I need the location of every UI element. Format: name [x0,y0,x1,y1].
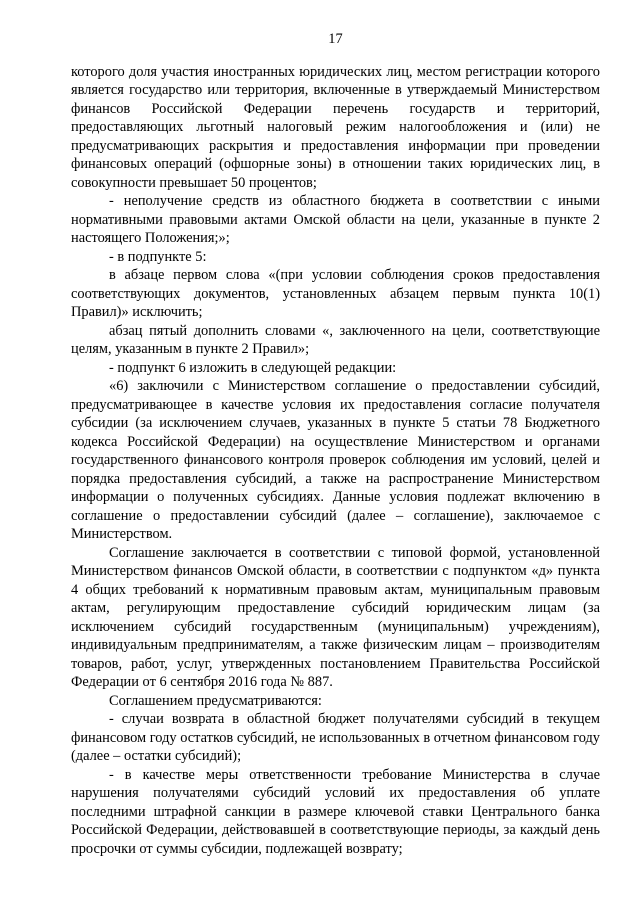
paragraph: в абзаце первом слова «(при условии соблюдения сроков предоставления соответствующих документов, установленных абзацем первым пункта 10(1) Правил)» исключить; [71,267,600,320]
page-number: 17 [328,31,343,47]
paragraph: - в качестве меры ответственности требование Министерства в случае нарушения получателями субсидий условий их предоставления об уплате последними штрафной санкции в размере ключевой ставки Центрального банка Российской Федерации, действовавшей в соответствующие периоды, за каждый день просрочки от суммы субсидии, подлежащей возврату; [71,766,600,857]
paragraph: абзац пятый дополнить словами «, заключенного на цели, соответствующие целям, указанным в пункте 2 Правил»; [71,322,600,357]
paragraph: которого доля участия иностранных юридических лиц, местом регистрации которого является государство или территория, включенные в утверждаемый Министерством финансов Российской Федерации перечень государств и территорий, предоставляющих льготный налоговый режим налогообложения и (или) не предусматривающих раскрытия и предоставления информации при проведении финансовых операций (офшорные зоны) в отношении таких юридических лиц, в совокупности превышает 50 процентов; [71,63,600,191]
paragraph: - подпункт 6 изложить в следующей редакции: [109,359,397,376]
paragraph: Соглашением предусматриваются: [109,692,322,709]
paragraph: «6) заключили с Министерством соглашение о предоставлении субсидий, предусматривающее в качестве условия их предоставления согласие получателя субсидии (за исключением случаев, указанных в пункте 5 статьи 78 Бюджетного кодекса Российской Федерации) на осуществление Министерством и органами государственного финансового контроля проверок соблюдения им условий, целей и порядка предоставления субсидий, а также на распространение Министерством информации о полученных субсидиях. Данные условия подлежат включению в соглашение о предоставлении субсидий (далее – соглашение), заключаемое с Министерством. [71,378,600,542]
paragraph: - в подпункте 5: [109,248,207,265]
paragraph: - случаи возврата в областной бюджет получателями субсидий в текущем финансовом году остатков субсидий, не использованных в отчетном финансовом году (далее – остатки субсидий); [71,711,600,764]
paragraph: - неполучение средств из областного бюджета в соответствии с иными нормативными правовыми актами Омской области на цели, указанные в пункте 2 настоящего Положения;»; [71,193,600,246]
document-body [71,63,600,859]
paragraph: Соглашение заключается в соответствии с типовой формой, установленной Министерством финансов Омской области, в соответствии с подпунктом «д» пункта 4 общих требований к нормативным правовым актам, муниципальным правовым актам, регулирующим предоставление субсидий юридическим лицам (за исключением субсидий государственным (муниципальным) учреждениям), индивидуальным предпринимателям, а также физическим лицам – производителям товаров, работ, услуг, утвержденных постановлением Правительства Российской Федерации от 6 сентября 2016 года № 887. [71,544,600,690]
